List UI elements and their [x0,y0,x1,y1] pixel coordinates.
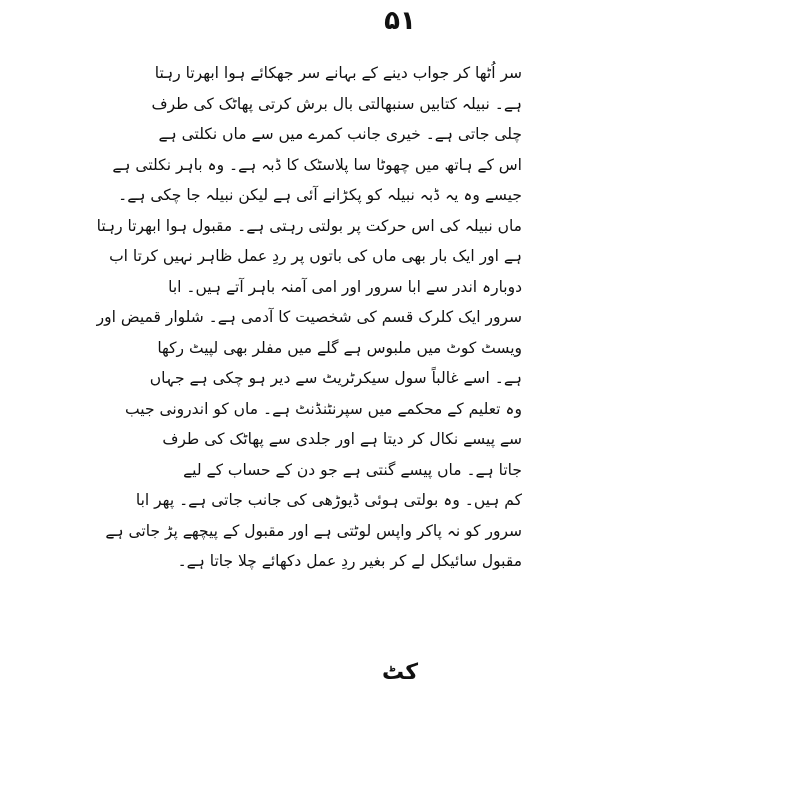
text-line-4: اس کے ہاتھ میں چھوٹا سا پلاسٹک کا ڈبہ ہے۔ وہ باہر نکلتی ہے [112,155,522,174]
text-line-1: سر اُٹھا کر جواب دینے کے بہانے سر جھکائے ہوا ابھرتا رہتا [154,64,522,82]
text-line-9: سرور ایک کلرک قسم کی شخصیت کا آدمی ہے۔ شلوار قمیض اور [96,308,522,326]
page-number: ۵۱ [384,6,416,36]
text-line-16: سرور کو نہ پاکر واپس لوٹتی ہے اور مقبول کے پیچھے پڑ جاتی ہے [105,521,522,540]
text-line-12: وہ تعلیم کے محکمے میں سپرنٹنڈنٹ ہے۔ ماں کو اندرونی جیب [125,399,522,418]
text-line-2: ہے۔ نبیلہ کتابیں سنبھالتی بال برش کرتی پھاٹک کی طرف [151,94,522,113]
text-line-13: سے پیسے نکال کر دیتا ہے اور جلدی سے پھاٹک کی طرف [162,430,522,448]
text-line-10: ویسٹ کوٹ میں ملبوس ہے گلے میں مفلر بھی لپیٹ رکھا [157,338,522,357]
text-line-8: دوبارہ اندر سے ابا سرور اور امی آمنہ باہر آتے ہیں۔ ابا [168,277,522,296]
text-line-15: کم ہیں۔ وہ بولتی ہوئی ڈیوڑھی کی جانب جاتی ہے۔ پھر ابا [135,491,522,509]
text-line-3: چلی جاتی ہے۔ خیری جانب کمرے میں سے ماں نکلتی ہے [158,125,522,143]
text-line-7: ہے اور ایک بار بھی ماں کی باتوں پر ردِ عمل ظاہر نہیں کرتا اب [109,247,522,265]
text-line-17: مقبول سائیکل لے کر بغیر ردِ عمل دکھائے چلا جاتا ہے۔ [177,552,522,570]
body-text [96,58,522,577]
text-line-5: جیسے وہ یہ ڈبہ نبیلہ کو پکڑانے آئی ہے لیکن نبیلہ جا چکی ہے۔ [118,186,522,204]
text-line-11: ہے۔ اسے غالباً سول سیکرٹریٹ سے دیر ہو چکی ہے جہاں [149,369,522,387]
scene-end-marker: کٹ [381,660,419,685]
text-line-6: ماں نبیلہ کی اس حرکت پر بولتی رہتی ہے۔ مقبول ہوا ابھرتا رہتا [96,216,522,235]
text-line-14: جاتا ہے۔ ماں پیسے گنتی ہے جو دن کے حساب کے لیے [183,460,522,479]
